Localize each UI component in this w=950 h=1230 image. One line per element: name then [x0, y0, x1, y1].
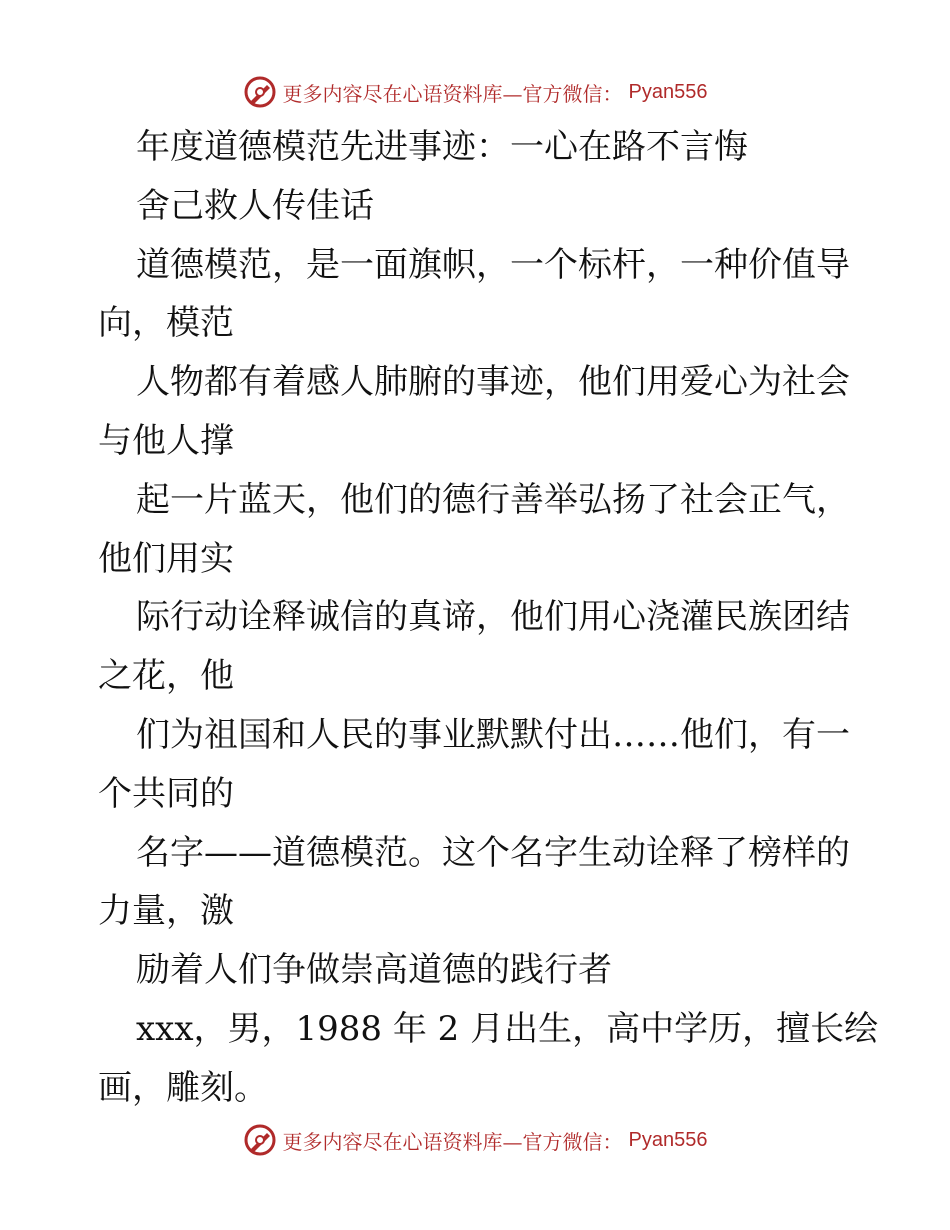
- text-line: 们为祖国和人民的事业默默付出……他们，有一: [136, 714, 850, 755]
- text-line: 人物都有着感人肺腑的事迹，他们用爱心为社会: [136, 362, 850, 403]
- text-line: 名字——道德模范。这个名字生动诠释了榜样的: [136, 832, 850, 873]
- text-line: xxx，男，1988 年 2 月出生，高中学历，擅长绘: [136, 1008, 879, 1049]
- footer-banner: [0, 1118, 950, 1162]
- document-title: 年度道德模范先进事迹：一心在路不言悔: [136, 127, 748, 167]
- banner-wechat-id: Pyan556: [628, 1128, 708, 1151]
- header-banner: [0, 70, 950, 114]
- text-line: 际行动诠释诚信的真谛，他们用心浇灌民族团结: [136, 597, 850, 638]
- banner-text: 更多内容尽在心语资料库—官方微信：: [282, 1129, 623, 1154]
- banner-text: 更多内容尽在心语资料库—官方微信：: [282, 81, 623, 106]
- text-line: 力量，激: [98, 891, 234, 932]
- pen-logo-icon: [243, 75, 277, 109]
- text-line: 画，雕刻。: [98, 1067, 268, 1108]
- banner-wechat-id: Pyan556: [628, 80, 708, 103]
- pen-logo-icon: [243, 1123, 277, 1157]
- text-line: 个共同的: [98, 773, 234, 814]
- text-line: 道德模范，是一面旗帜，一个标杆，一种价值导: [136, 244, 850, 285]
- text-line: 向，模范: [98, 303, 234, 344]
- text-line: 励着人们争做崇高道德的践行者: [136, 950, 612, 991]
- text-line: 他们用实: [98, 538, 234, 579]
- text-line: 之花，他: [98, 656, 234, 697]
- text-line: 与他人撑: [98, 420, 234, 461]
- text-line: 起一片蓝天，他们的德行善举弘扬了社会正气，: [136, 479, 850, 520]
- document-body: [98, 118, 879, 1118]
- text-line: 舍己救人传佳话: [136, 185, 374, 226]
